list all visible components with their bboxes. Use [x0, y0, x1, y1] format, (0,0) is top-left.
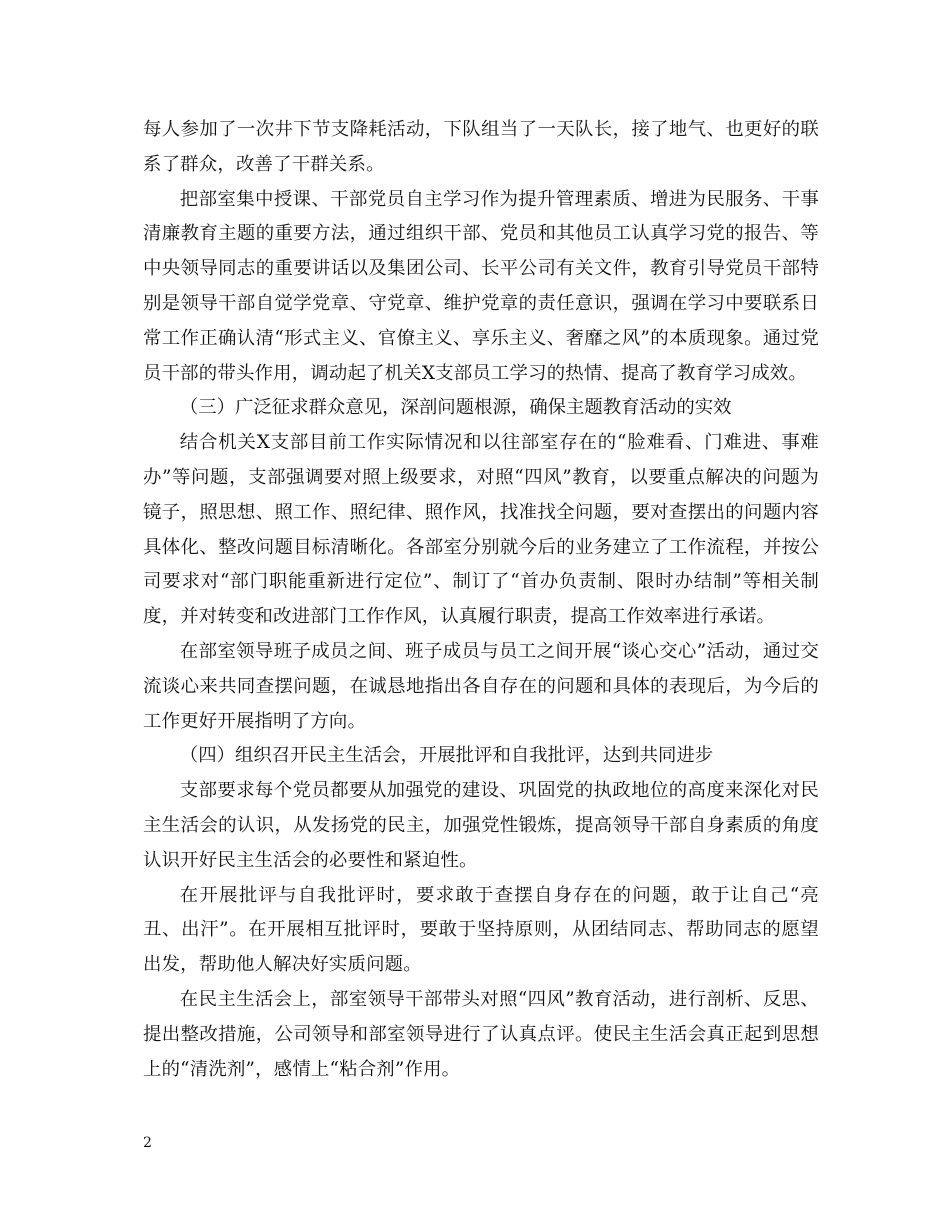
paragraph-4: 结合机关X支部目前工作实际情况和以往部室存在的“脸难看、门难进、事难办”等问题，支部强调要对照上级要求，对照“四风”教育，以要重点解决的问题为镜子，照思想、照工作、照纪律、照作风，找准找全问题，要对查摆出的问题内容具体化、整改问题目标清晰化。各部室分别就今后的业务建立了工作流程，并按公司要求对“部门职能重新进行定位”、制订了“首办负责制、限时办结制”等相关制度，并对转变和改进部门工作作风，认真履行职责，提高工作效率进行承诺。	[143, 432, 819, 628]
section-heading-4: （四）组织召开民主生活会，开展批评和自我批评，达到共同进步	[179, 745, 714, 767]
section-heading-3: （三）广泛征求群众意见，深剖问题根源，确保主题教育活动的实效	[179, 397, 732, 419]
paragraph-9: 在民主生活会上，部室领导干部带头对照“四风”教育活动，进行剖析、反思、提出整改措施，公司领导和部室领导进行了认真点评。使民主生活会真正起到思想上的“清洗剂”，感情上“粘合剂”作用。	[143, 988, 819, 1080]
paragraph-2: 把部室集中授课、干部党员自主学习作为提升管理素质、增进为民服务、干事清廉教育主题的重要方法，通过组织干部、党员和其他员工认真学习党的报告、等中央领导同志的重要讲话以及集团公司、长平公司有关文件，教育引导党员干部特别是领导干部自觉学党章、守党章、维护党章的责任意识，强调在学习中要联系日常工作正确认清“形式主义、官僚主义、享乐主义、奢靡之风”的本质现象。通过党员干部的带头作用，调动起了机关X支部员工学习的热情、提高了教育学习成效。	[143, 188, 819, 384]
paragraph-5: 在部室领导班子成员之间、班子成员与员工之间开展“谈心交心”活动，通过交流谈心来共同查摆问题，在诚恳地指出各自存在的问题和具体的表现后，为今后的工作更好开展指明了方向。	[143, 640, 819, 732]
paragraph-8: 在开展批评与自我批评时，要求敢于查摆自身存在的问题，敢于让自己“亮丑、出汗”。在开展相互批评时，要敢于坚持原则，从团结同志、帮助同志的愿望出发，帮助他人解决好实质问题。	[143, 884, 819, 976]
body-text	[143, 113, 819, 1087]
page-number: 2	[143, 1135, 152, 1151]
paragraph-1: 每人参加了一次井下节支降耗活动，下队组当了一天队长，接了地气、也更好的联系了群众，改善了干群关系。	[143, 119, 819, 175]
paragraph-7: 支部要求每个党员都要从加强党的建设、巩固党的执政地位的高度来深化对民主生活会的认识，从发扬党的民主，加强党性锻炼，提高领导干部自身素质的角度认识开好民主生活会的必要性和紧迫性。	[143, 780, 819, 871]
